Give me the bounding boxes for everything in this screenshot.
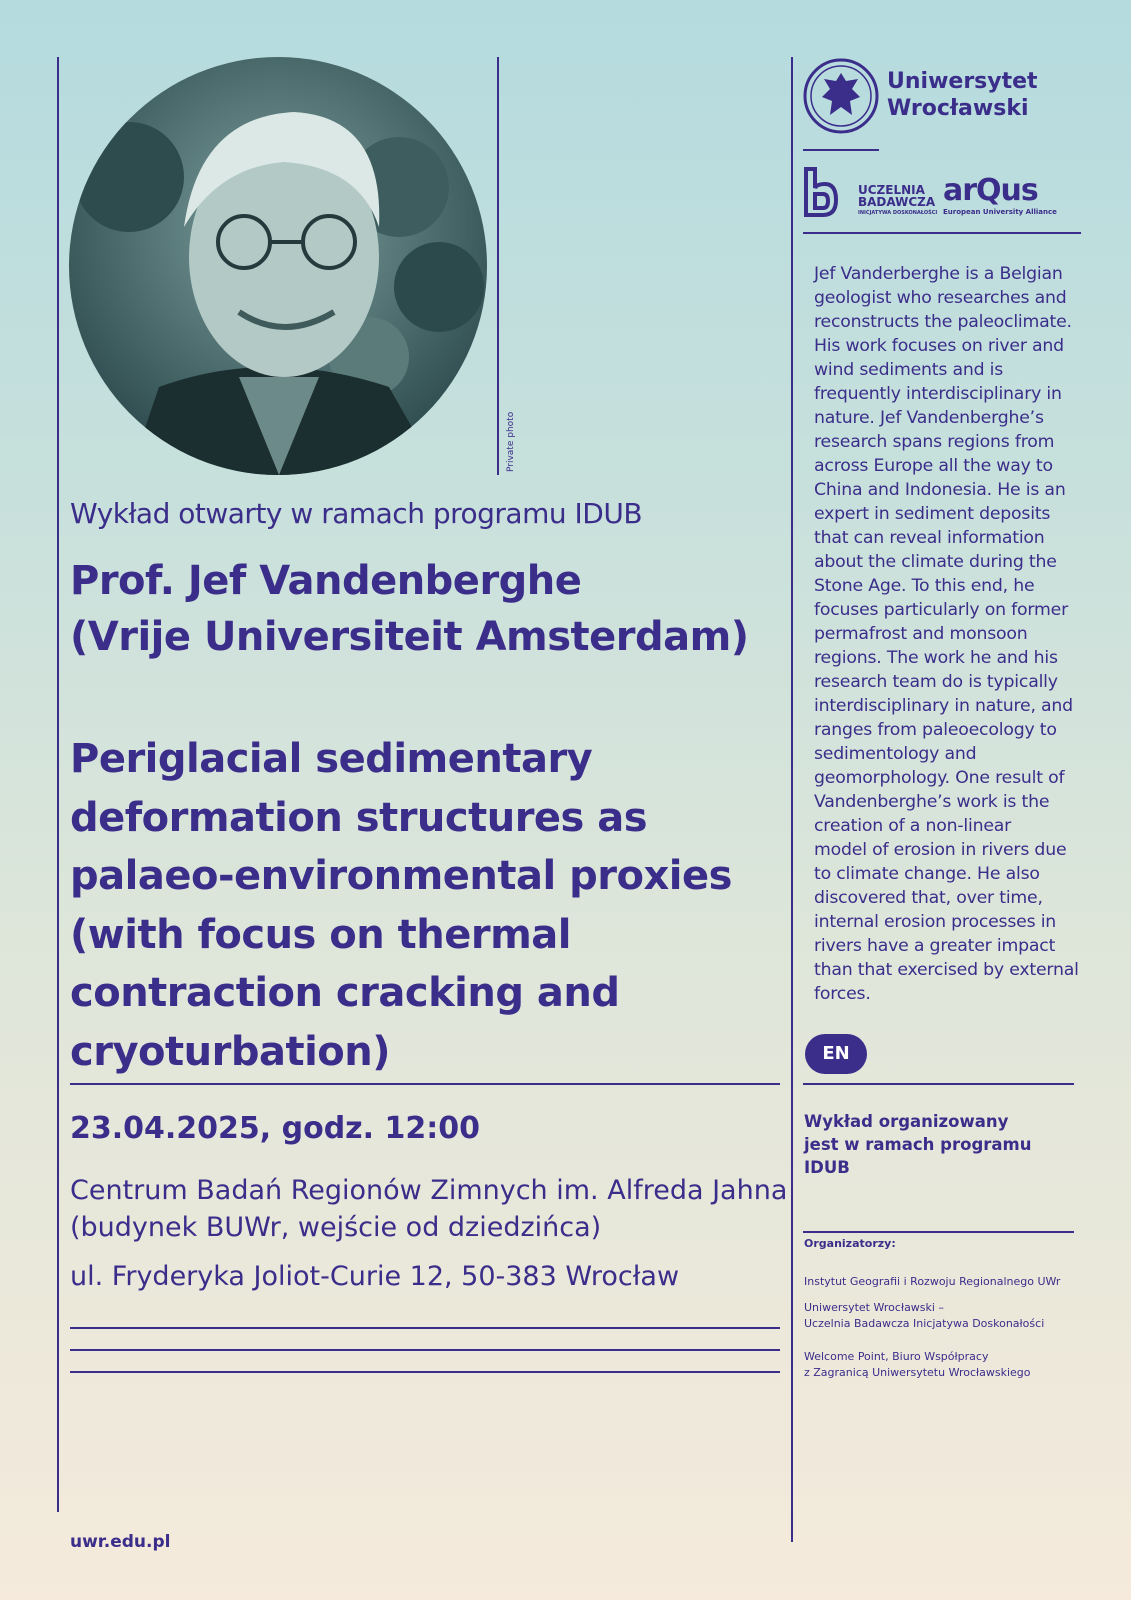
university-eagle-logo bbox=[802, 57, 880, 135]
arqus-logo: arQus bbox=[943, 173, 1038, 208]
divider-line bbox=[803, 1231, 1074, 1233]
title-divider-line bbox=[70, 1083, 780, 1085]
venue-line: Centrum Badań Regionów Zimnych im. Alfreda Jahna bbox=[70, 1175, 788, 1206]
divider-line bbox=[70, 1371, 780, 1373]
program-note: Wykład organizowany jest w ramach programu IDUB bbox=[804, 1112, 1032, 1177]
organizers-label: Organizatorzy: bbox=[804, 1237, 896, 1250]
speaker-bio: Jef Vanderberghe is a Belgian geologist who researches and reconstructs the paleoclimate. His work focuses on river and wind sediments and is frequently interdisciplinary in nature. Jef Vandenberghe’s research spans regions from across Europe all the way to China and Indonesia. He is an expert in sediment deposits that can reveal information about the climate during the Stone Age. To this end, he focuses particularly on former permafrost and monsoon regions. The work he and his research team do is typically interdisciplinary in nature, and ranges from paleoecology to sedimentology and geomorphology. One result of Vandenberghe’s work is the creation of a non‐linear model of erosion in rivers due to climate change. He also discovered that, over time, internal erosion processes in rivers have a greater impact than that exercised by external forces. bbox=[814, 264, 1079, 1004]
research-university-logo bbox=[803, 166, 839, 218]
lecture-title-line: (with focus on thermal bbox=[70, 911, 571, 958]
website-link[interactable]: uwr.edu.pl bbox=[70, 1532, 171, 1552]
research-university-subtitle: INICJATYWA DOSKONAŁOŚCI bbox=[858, 210, 938, 216]
organizer-item: Uniwersytet Wrocławski – Uczelnia Badawcza Inicjatywa Doskonałości bbox=[804, 1301, 1045, 1330]
photo-credit: Private photo bbox=[506, 411, 516, 472]
venue-line: (budynek BUWr, wejście od dziedzińca) bbox=[70, 1212, 602, 1243]
left-border-line bbox=[57, 57, 59, 1512]
lecture-title-line: palaeo-environmental proxies bbox=[70, 853, 732, 899]
speaker-affiliation: (Vrije Universiteit Amsterdam) bbox=[70, 614, 749, 660]
lecture-title-line: cryoturbation) bbox=[70, 1028, 391, 1075]
organizer-item: Instytut Geografii i Rozwoju Regionalnego UWr bbox=[804, 1275, 1061, 1288]
university-name: Uniwersytet Wrocławski bbox=[887, 69, 1038, 121]
research-university-name: UCZELNIA BADAWCZA bbox=[858, 183, 936, 209]
lecture-title-line: deformation structures as bbox=[70, 794, 648, 841]
speaker-name: Prof. Jef Vandenberghe bbox=[70, 558, 582, 604]
lecture-intro: Wykład otwarty w ramach programu IDUB bbox=[70, 497, 643, 530]
event-venue bbox=[70, 1172, 787, 1246]
lecture-title bbox=[70, 730, 770, 1081]
column-divider-line bbox=[791, 57, 793, 1542]
logo-divider-line bbox=[803, 149, 879, 151]
event-address: ul. Fryderyka Joliot-Curie 12, 50-383 Wrocław bbox=[70, 1261, 680, 1292]
divider-line bbox=[803, 1083, 1074, 1085]
organizer-item: Welcome Point, Biuro Współpracy z Zagranicą Uniwersytetu Wrocławskiego bbox=[804, 1350, 1031, 1379]
language-badge: EN bbox=[805, 1034, 867, 1074]
lecture-title-line: Periglacial sedimentary bbox=[70, 736, 593, 782]
divider-line bbox=[70, 1327, 780, 1329]
lecture-title-line: contraction cracking and bbox=[70, 970, 620, 1016]
speaker-photo bbox=[69, 57, 487, 475]
logo-divider-line bbox=[803, 232, 1081, 234]
arqus-subtitle: European University Alliance bbox=[943, 208, 1057, 216]
photo-divider-line bbox=[497, 57, 499, 475]
divider-line bbox=[70, 1349, 780, 1351]
event-date-time: 23.04.2025, godz. 12:00 bbox=[70, 1111, 480, 1146]
